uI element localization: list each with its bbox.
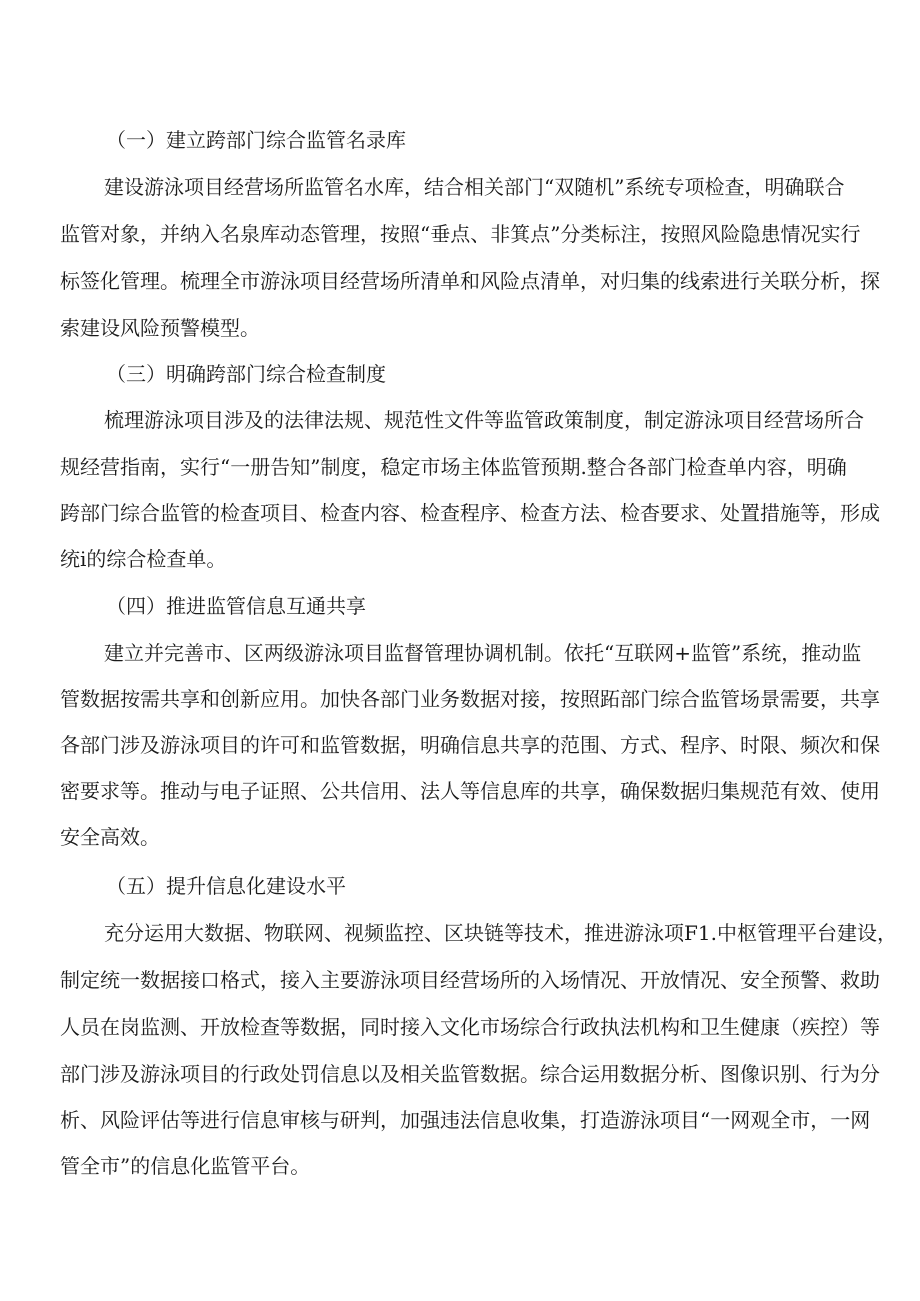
- paragraph-line: 管数据按需共享和创新应用。加快各部门业务数据对接，按照跖部门综合监管场景需要，共享: [60, 687, 880, 711]
- paragraph-line: 跨部门综合监管的检查项目、检查内容、检查程序、检查方法、检杳要求、处置措施等，形成: [60, 501, 880, 525]
- paragraph-line: 梳理游泳项目涉及的法律法规、规范性文件等监管政策制度，制定游泳项目经营场所合: [104, 408, 864, 432]
- paragraph-line: 安全高效。: [60, 825, 160, 849]
- paragraph-line: 人员在岗监测、开放检查等数据，同时接入文化市场综合行政执法机构和卫生健康（疾控）等: [60, 1015, 880, 1039]
- paragraph-line: 部门涉及游泳项目的行政处罚信息以及相关监管数据。综合运用数据分析、图像识别、行为分: [60, 1062, 880, 1086]
- paragraph-line: 索建设风险预警模型。: [60, 316, 260, 340]
- section-heading: （一）建立跨部门综合监管名录库: [106, 128, 406, 152]
- section-heading: （五）提升信息化建设水平: [106, 874, 346, 898]
- paragraph-line: 规经营指南，实行“一册告知”制度，稳定市场主体监管预期.整合各部门检查单内容，明确: [60, 455, 847, 479]
- paragraph-line: 管全市”的信息化监管平台。: [60, 1154, 311, 1178]
- paragraph-line: 析、风险评估等进行信息审核与研判，加强违法信息收集，打造游泳项目“一网观全市，一网: [60, 1108, 871, 1132]
- paragraph-line: 建设游泳项目经营场所监管名水库，结合相关部门“双随机”系统专项检查，明确联合: [104, 175, 845, 199]
- paragraph-line: 统i的综合检查单。: [60, 547, 227, 571]
- section-heading: （三）明确跨部门综合检查制度: [106, 362, 386, 386]
- paragraph-line: 密要求等。推动与电子证照、公共信用、法人等信息库的共享，确保数据归集规范有效、使用: [60, 779, 880, 803]
- paragraph-line: 监管对象，并纳入名泉库动态管理，按照“垂点、非箕点”分类标注，按照风险隐患情况实行: [60, 222, 861, 246]
- paragraph-line: 充分运用大数据、物联网、视频监控、区块链等技术，推进游泳项F1.中枢管理平台建设，: [104, 921, 897, 945]
- paragraph-line: 建立并完善市、区两级游泳项目监督管理协调机制。依托“互联网+监管”系统，推动监: [104, 641, 862, 665]
- paragraph-line: 标签化管理。梳理全市游泳项目经营场所清单和风险点清单，对归集的线索进行关联分析，探: [60, 269, 880, 293]
- section-heading: （四）推进监管信息互通共享: [106, 594, 366, 618]
- paragraph-line: 各部门涉及游泳项目的许可和监管数据，明确信息共享的范围、方式、程序、时限、频次和保: [60, 733, 880, 757]
- paragraph-line: 制定统一数据接口格式，接入主要游泳项目经营场所的入场情况、开放情况、安全预警、救助: [60, 968, 880, 992]
